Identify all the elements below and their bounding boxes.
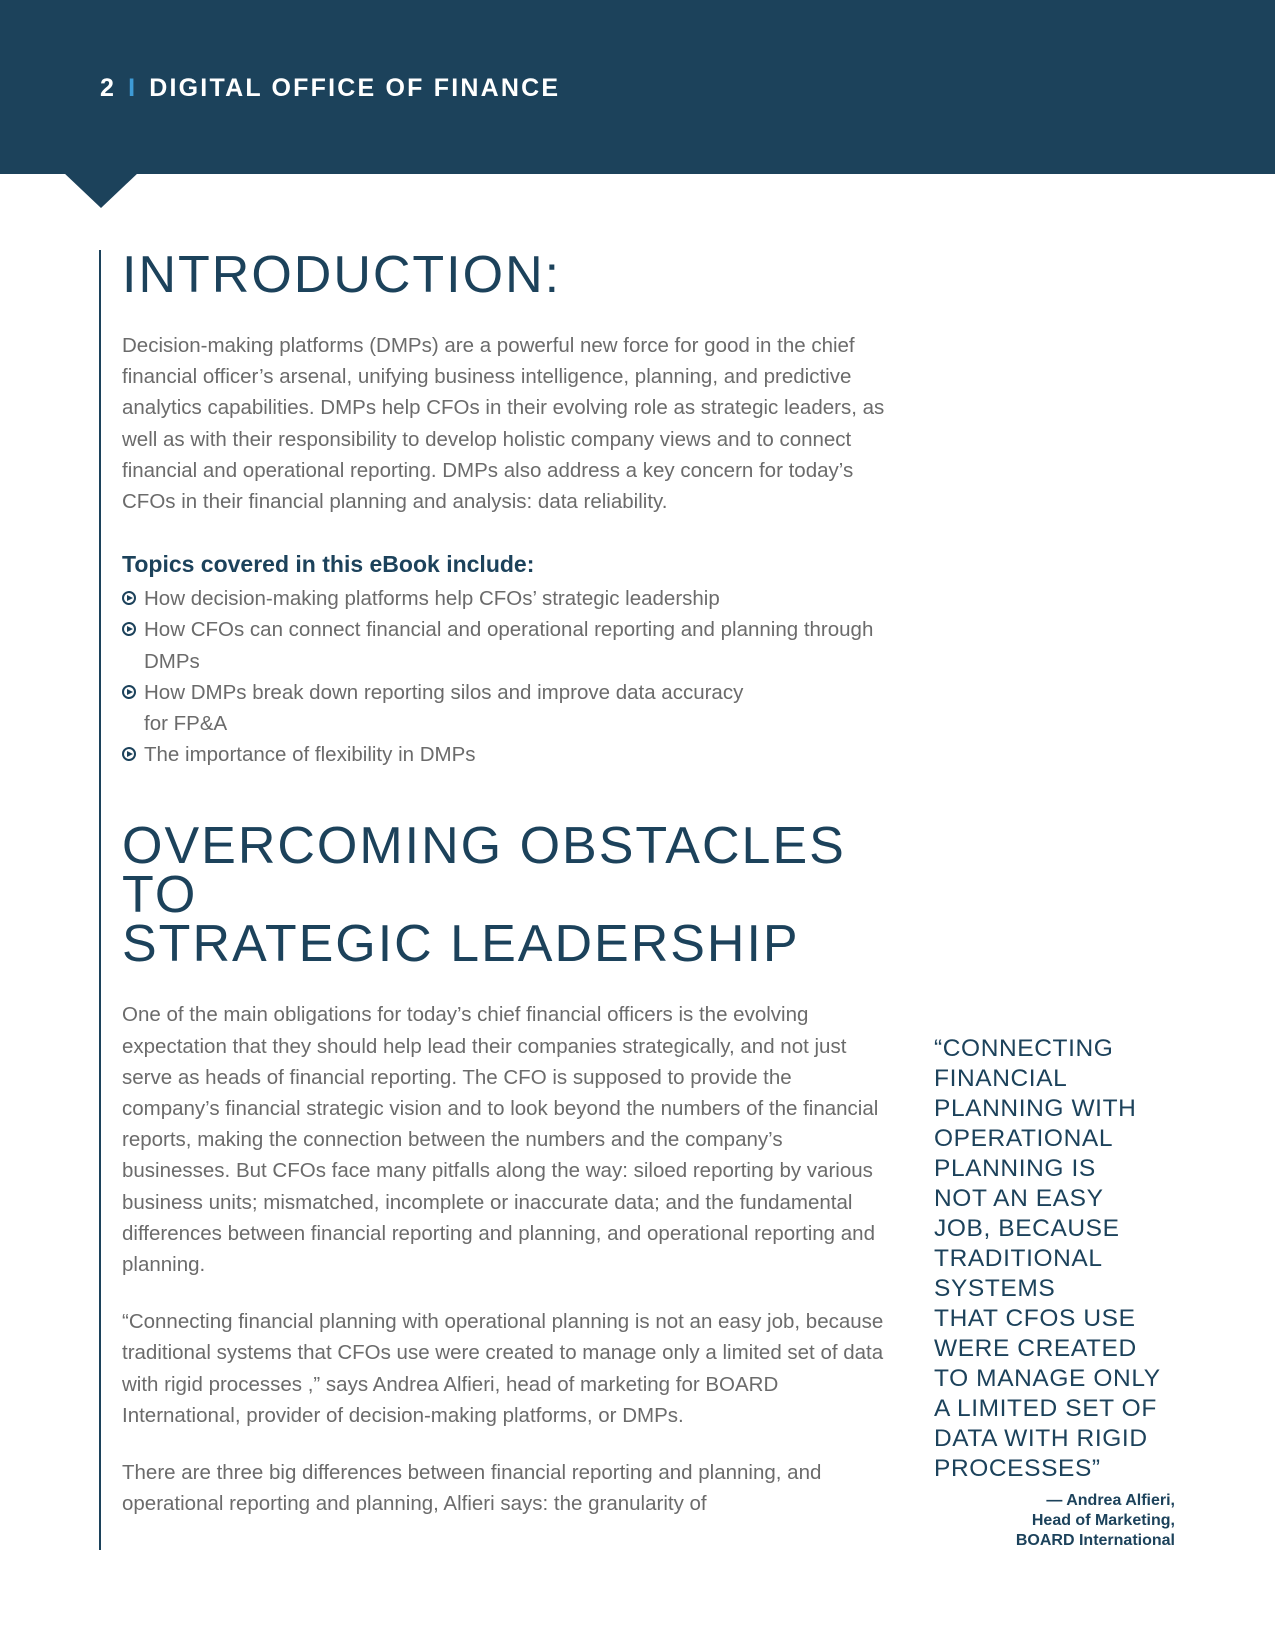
obstacles-paragraph-3: There are three big differences between financial reporting and planning, and operational reporting and planning, Alfieri says: the granularity of: [122, 1461, 822, 1516]
pull-quote-line: OPERATIONAL: [934, 1125, 1114, 1152]
pull-quote: [934, 1034, 1194, 1484]
header-notch: [63, 172, 139, 208]
attribution-name: — Andrea Alfieri,: [1046, 1492, 1175, 1509]
intro-paragraph: Decision-making platforms (DMPs) are a powerful new force for good in the chief financial officer’s arsenal, unifying business intelligence, planning, and predictive analytics capabilities. DMPs help CFOs in their evolving role as strategic leaders, as well as with their responsibility to develop holistic company views and to connect financial and operational reporting. DMPs also address a key concern for today’s CFOs in their financial planning and analysis: data reliability.: [122, 334, 885, 514]
topics-list: [122, 583, 902, 770]
pull-quote-line: PLANNING WITH: [934, 1095, 1137, 1122]
pull-quote-line: A LIMITED SET OF: [934, 1395, 1157, 1422]
play-circle-bullet-icon: [122, 747, 136, 761]
pull-quote-line: THAT CFOS USE: [934, 1305, 1136, 1332]
list-item: [122, 614, 902, 676]
header-separator: I: [128, 74, 138, 102]
pull-quote-line: WERE CREATED: [934, 1335, 1137, 1362]
obstacles-heading-line-1: OVERCOMING OBSTACLES TO: [122, 817, 846, 925]
attribution-company: BOARD International: [1015, 1532, 1175, 1549]
obstacles-heading: [122, 817, 902, 974]
obstacles-paragraph-2: “Connecting financial planning with operational planning is not an easy job, because traditional systems that CFOs use were created to manage only a limited set of data with rigid processes ,” says Andrea Alfieri, head of marketing for BOARD International, provider of decision-making platforms, or DMPs.: [122, 1310, 884, 1427]
page-number: 2: [100, 74, 117, 102]
page-header: [0, 0, 1275, 174]
list-item: [122, 583, 902, 614]
list-item: [122, 677, 902, 739]
pull-quote-line: SYSTEMS: [934, 1275, 1056, 1302]
topic-text: How decision-making platforms help CFOs’ strategic leadership: [144, 587, 720, 611]
obstacles-paragraph-1: One of the main obligations for today’s chief financial officers is the evolving expectation that they should help lead their companies strategically, and not just serve as heads of financial reporting. The CFO is supposed to provide the company’s financial strategic vision and to look beyond the numbers of the financial reports, making the connection between the numbers and the company’s businesses. But CFOs face many pitfalls along the way: siloed reporting by various business units; mismatched, incomplete or inaccurate data; and the fundamental differences between financial reporting and planning, and operational reporting and planning.: [122, 1003, 879, 1277]
pull-quote-line: PROCESSES”: [934, 1455, 1101, 1482]
pull-quote-line: FINANCIAL: [934, 1065, 1068, 1092]
main-column: [122, 246, 902, 1519]
play-circle-bullet-icon: [122, 685, 136, 699]
topic-text: How CFOs can connect financial and operational reporting and planning through DMPs: [144, 618, 874, 673]
topic-text: How DMPs break down reporting silos and improve data accuracy for FP&A: [144, 680, 744, 736]
publication-title: DIGITAL OFFICE OF FINANCE: [149, 74, 561, 102]
intro-heading: INTRODUCTION:: [122, 246, 562, 304]
topics-heading: Topics covered in this eBook include:: [122, 551, 535, 578]
play-circle-bullet-icon: [122, 591, 136, 605]
pull-quote-line: PLANNING IS: [934, 1155, 1096, 1182]
topic-text: The importance of flexibility in DMPs: [144, 743, 476, 767]
pull-quote-line: NOT AN EASY: [934, 1185, 1104, 1212]
pull-quote-line: TRADITIONAL: [934, 1245, 1103, 1272]
obstacles-heading-line-2: STRATEGIC LEADERSHIP: [122, 915, 800, 974]
list-item: [122, 739, 902, 770]
pull-quote-line: TO MANAGE ONLY: [934, 1365, 1161, 1392]
play-circle-bullet-icon: [122, 622, 136, 636]
attribution-role: Head of Marketing,: [1031, 1512, 1175, 1529]
header-title-row: [100, 74, 560, 103]
pull-quote-line: JOB, BECAUSE: [934, 1215, 1120, 1242]
pull-quote-line: DATA WITH RIGID: [934, 1425, 1148, 1452]
left-margin-rule: [99, 250, 101, 1550]
pull-quote-line: “CONNECTING: [934, 1035, 1114, 1062]
pull-quote-attribution: [934, 1491, 1175, 1551]
